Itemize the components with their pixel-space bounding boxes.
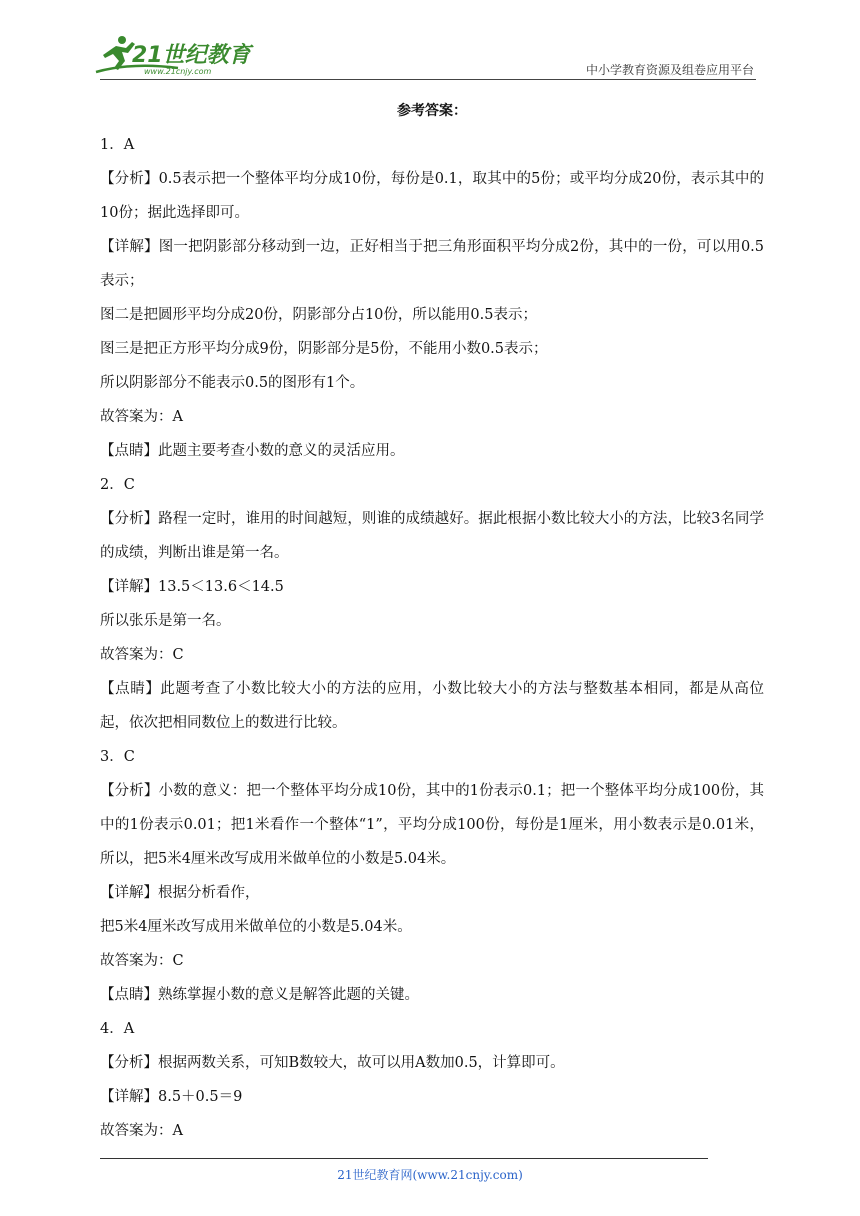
explanation-paragraph: 故答案为：A (100, 1123, 183, 1139)
explanation-paragraph: 【详解】13.5＜13.6＜14.5 (100, 579, 284, 595)
explanation-paragraph: 故答案为：A (100, 409, 183, 425)
footer-divider (100, 1158, 708, 1159)
answer-content (100, 96, 764, 1148)
page-header (0, 0, 860, 90)
explanation-paragraph: 【详解】根据分析看作， (100, 885, 260, 901)
explanation-paragraph: 【点睛】此题主要考查小数的意义的灵活应用。 (100, 443, 405, 459)
explanation-paragraph: 【点睛】此题考查了小数比较大小的方法的应用，小数比较大小的方法与整数基本相同，都是从高位起，依次把相同数位上的数进行比较。 (100, 681, 764, 731)
explanation-paragraph: 故答案为：C (100, 647, 184, 663)
explanation-paragraph: 所以阴影部分不能表示0.5的图形有1个。 (100, 375, 365, 391)
explanation-paragraph: 【分析】路程一定时，谁用的时间越短，则谁的成绩越好。据此根据小数比较大小的方法，比较3名同学的成绩，判断出谁是第一名。 (100, 511, 764, 561)
logo-text: 21世纪教育 (132, 43, 251, 68)
question-answer-label: 1．A (100, 137, 135, 153)
question-answer-label: 3．C (100, 749, 135, 765)
platform-name: 中小学教育资源及组卷应用平台 (585, 63, 754, 77)
explanation-paragraph: 把5米4厘米改写成用米做单位的小数是5.04米。 (100, 919, 412, 935)
logo-url: www.21cnjy.com (144, 67, 212, 76)
site-logo[interactable] (92, 32, 262, 80)
explanation-paragraph: 【详解】8.5＋0.5＝9 (100, 1089, 243, 1105)
explanation-paragraph: 【分析】小数的意义：把一个整体平均分成10份，其中的1份表示0.1；把一个整体平均分成100份，其中的1份表示0.01；把1米看作一个整体“1”，平均分成100份，每份是1厘米，用小数表示是0.01米，所以，把5米4厘米改写成用米做单位的小数是5.04米。 (100, 783, 764, 867)
explanation-paragraph: 故答案为：C (100, 953, 184, 969)
explanation-paragraph: 【详解】图一把阴影部分移动到一边，正好相当于把三角形面积平均分成2份，其中的一份，可以用0.5表示； (100, 239, 764, 289)
footer-link[interactable]: 21世纪教育网(www.21cnjy.com) (337, 1168, 523, 1182)
header-divider (100, 79, 756, 80)
explanation-paragraph: 图二是把圆形平均分成20份，阴影部分占10份，所以能用0.5表示； (100, 307, 537, 323)
explanation-paragraph: 【分析】根据两数关系，可知B数较大，故可以用A数加0.5，计算即可。 (100, 1055, 565, 1071)
explanation-paragraph: 【分析】0.5表示把一个整体平均分成10份，每份是0.1，取其中的5份；或平均分成20份，表示其中的10份；据此选择即可。 (100, 171, 764, 221)
explanation-paragraph: 图三是把正方形平均分成9份，阴影部分是5份，不能用小数0.5表示； (100, 341, 548, 357)
page-title: 参考答案： (397, 103, 467, 119)
explanation-paragraph: 【点睛】熟练掌握小数的意义是解答此题的关键。 (100, 987, 419, 1003)
question-answer-label: 2．C (100, 477, 135, 493)
runner-logo-icon (92, 32, 262, 80)
explanation-paragraph: 所以张乐是第一名。 (100, 613, 231, 629)
question-answer-label: 4．A (100, 1021, 135, 1037)
